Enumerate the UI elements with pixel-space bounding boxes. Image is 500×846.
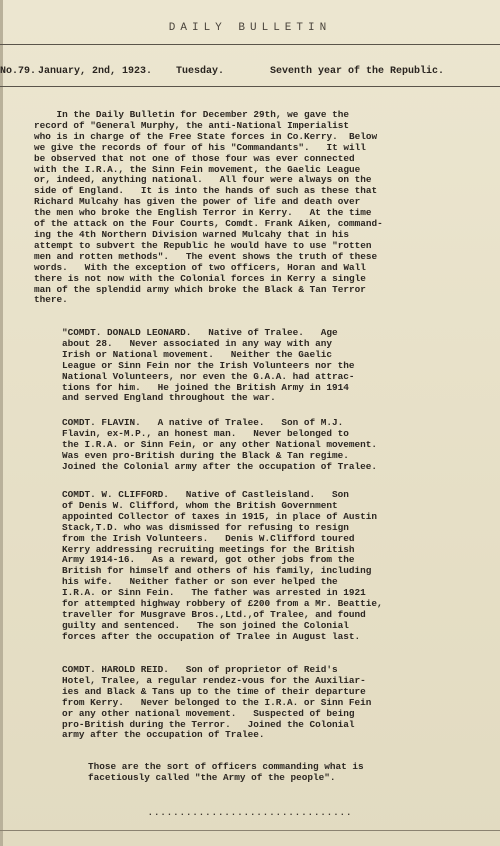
intro-line: there is not now with the Colonial forces in Kerry a single [34, 272, 366, 284]
entry-clifford [62, 490, 500, 643]
entry-line: forces after the occupation of Tralee in August last. [62, 630, 361, 642]
intro-paragraph [34, 110, 474, 306]
bottom-rule [0, 830, 500, 831]
entry-line: Stack,T.D. who was dismissed for refusing to resign [62, 521, 349, 533]
issue-number: No.79. [0, 66, 37, 77]
dateline [0, 66, 500, 80]
intro-line: men and rotten methods". The event shows the truth of these [34, 250, 378, 262]
entry-line: COMDT. W. CLIFFORD. Native of Castleisland. Son [62, 489, 349, 500]
intro-line: there. [34, 294, 68, 306]
entry-line: tions for him. He joined the British Army in 1914 [62, 381, 349, 393]
dotted-separator: ................................ [147, 808, 353, 818]
intro-line: ing the 4th Northern Division warned Mulcahy that in his [34, 228, 350, 240]
entry-line: COMDT. HAROLD REID. Son of proprietor of Reid's [62, 664, 338, 675]
entry-line: COMDT. FLAVIN. A native of Tralee. Son of M.J. [62, 417, 344, 428]
entry-line: army after the occupation of Tralee. [62, 729, 265, 741]
entry-line: the I.R.A. or Sinn Fein, or any other National movement. [62, 438, 378, 450]
issue-date: January, 2nd, 1923. [38, 66, 153, 77]
entry-line: Flavin, ex-M.P., an honest man. Never belonged to [62, 427, 349, 439]
intro-line: with the I.R.A., the Sinn Fein movement, the Gaelic League [34, 163, 361, 175]
entry-line: Hotel, Tralee, a regular rendez-vous for the Auxiliar- [62, 674, 366, 686]
closing-line: facetiously called "the Army of the people". [88, 771, 336, 783]
intro-line: record of "General Murphy, the anti-National Imperialist [34, 119, 350, 131]
page-edge [0, 0, 3, 846]
intro-line: be observed that not one of those four was ever connected [34, 152, 355, 164]
entry-line: and served England throughout the war. [62, 392, 276, 404]
entry-line: about 28. Never associated in any way with any [62, 337, 333, 349]
entry-line: I.R.A. or Sinn Fein. The father was arrested in 1921 [62, 587, 366, 599]
entry-line: for attempted highway robbery of £200 from a Mr. Beattie, [62, 598, 383, 610]
entry-line: from Kerry. Never belonged to the I.R.A. or Sinn Fein [62, 696, 372, 708]
entry-line: League or Sinn Fein nor the Irish Volunteers nor the [62, 359, 355, 371]
entry-line: or any other national movement. Suspected of being [62, 707, 355, 719]
entry-line: "COMDT. DONALD LEONARD. Native of Tralee. Age [62, 327, 338, 338]
closing-line: Those are the sort of officers commanding what is [88, 761, 364, 772]
intro-line: man of the splendid army which broke the Black & Tan Terror [34, 283, 366, 295]
entry-leonard [62, 328, 500, 404]
intro-line: the men who broke the English Terror in Kerry. At the time [34, 207, 372, 219]
entry-line: traveller for Musgrave Bros.,Ltd.,of Tralee, and found [62, 608, 366, 620]
entry-line: Was even pro-British during the Black & Tan regime. [62, 449, 349, 461]
intro-line: attempt to subvert the Republic he would have to use "rotten [34, 239, 372, 251]
intro-line: who is in charge of the Free State forces in Co.Kerry. Below [34, 130, 378, 142]
entry-line: National Volunteers, nor even the G.A.A. had attrac- [62, 370, 355, 382]
intro-line: side of England. It is into the hands of such as these that [34, 185, 378, 197]
entry-line: pro-British during the Terror. Joined the Colonial [62, 718, 355, 730]
entry-line: ies and Black & Tans up to the time of their departure [62, 685, 366, 697]
issue-day: Tuesday. [176, 66, 225, 77]
dateline-rule [0, 86, 500, 87]
intro-line: In the Daily Bulletin for December 29th, we gave the [34, 109, 350, 120]
intro-line: of the attack on the Four Courts, Comdt. Frank Aiken, command- [34, 218, 383, 230]
entry-line: British for himself and others of his family, including [62, 565, 372, 577]
intro-line: words. With the exception of two officers, Horan and Wall [34, 261, 366, 273]
entry-line: from the Irish Volunteers. Denis W.Clifford toured [62, 532, 355, 544]
intro-line: we give the records of four of his "Commandants". It will [34, 141, 366, 153]
entry-line: Irish or National movement. Neither the Gaelic [62, 348, 333, 360]
entry-line: guilty and sentenced. The son joined the Colonial [62, 619, 349, 631]
republic-year: Seventh year of the Republic. [270, 66, 445, 77]
closing-paragraph [88, 762, 500, 784]
intro-line: or, indeed, anything national. All four were always on the [34, 174, 372, 186]
masthead: DAILY BULLETIN [168, 22, 332, 34]
intro-line: Richard Mulcahy has given the power of life and death over [34, 196, 361, 208]
entry-line: appointed Collector of taxes in 1915, in place of Austin [62, 510, 378, 522]
entry-line: Joined the Colonial army after the occupation of Tralee. [62, 460, 378, 472]
entry-reid [62, 665, 500, 741]
entry-line: Kerry addressing recruiting meetings for the British [62, 543, 355, 555]
masthead-rule [0, 44, 500, 45]
entry-line: of Denis W. Clifford, whom the British Government [62, 499, 338, 511]
entry-flavin [62, 418, 500, 473]
entry-line: his wife. Neither father or son ever helped the [62, 576, 338, 588]
entry-line: Army 1914-16. As a reward, got other jobs from the [62, 554, 355, 566]
